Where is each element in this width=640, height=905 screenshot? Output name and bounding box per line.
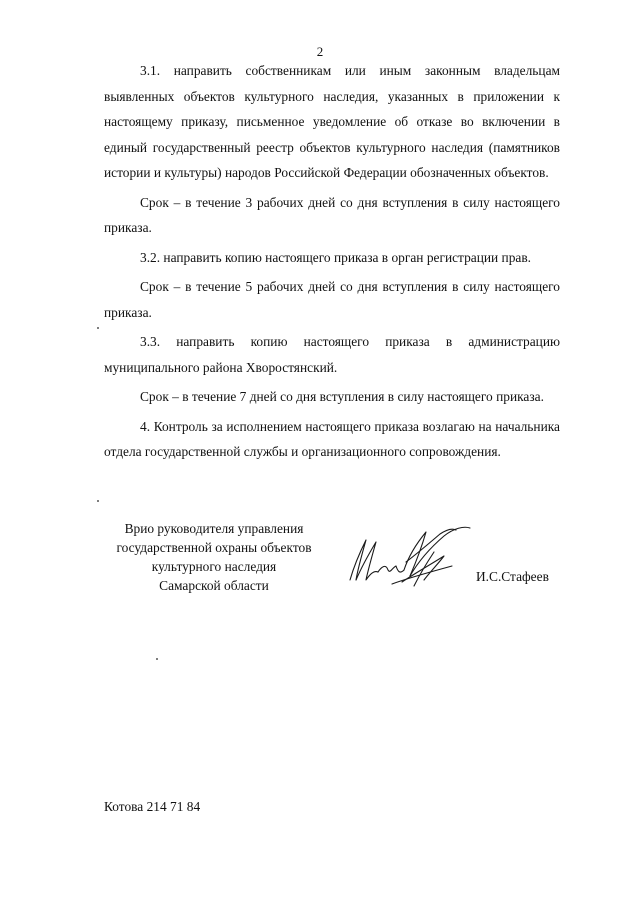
- deadline-3-2: Срок – в течение 5 рабочих дней со дня вступления в силу настоящего приказа.: [104, 279, 560, 320]
- paragraph-3-3: 3.3. направить копию настоящего приказа в администрацию муниципального района Хворостянский.: [104, 334, 560, 375]
- scan-speck: [97, 500, 99, 502]
- deadline-3-3: Срок – в течение 7 дней со дня вступления в силу настоящего приказа.: [140, 389, 544, 404]
- position-line: Самарской области: [159, 578, 269, 593]
- page-number: 2: [316, 44, 324, 59]
- paragraph-3-1: 3.1. направить собственникам или иным законным владельцам выявленных объектов культурного наследия, указанных в приложении к настоящему приказу, письменное уведомление об отказе во включении в единый государственный реестр объектов культурного наследия (памятников истории и культуры) народов Российской Федерации обозначенных объектов.: [104, 63, 560, 180]
- signatory-name: И.С.Стафеев: [476, 569, 549, 584]
- position-line: культурного наследия: [151, 559, 277, 574]
- handwritten-signature: [344, 522, 484, 594]
- paragraph-4: 4. Контроль за исполнением настоящего приказа возлагаю на начальника отдела государственной службы и организационного сопровождения.: [104, 418, 560, 459]
- executor-contact: Котова 214 71 84: [104, 799, 201, 814]
- signatory-position: [100, 519, 328, 595]
- deadline-3-1: Срок – в течение 3 рабочих дней со дня вступления в силу настоящего приказа.: [104, 194, 560, 235]
- document-body: [104, 58, 560, 465]
- scan-speck: [97, 327, 99, 329]
- scan-speck: [156, 658, 158, 660]
- position-line: Врио руководителя управления: [124, 521, 304, 536]
- paragraph-3-2: 3.2. направить копию настоящего приказа в орган регистрации прав.: [140, 249, 532, 265]
- position-line: государственной охраны объектов: [116, 540, 312, 555]
